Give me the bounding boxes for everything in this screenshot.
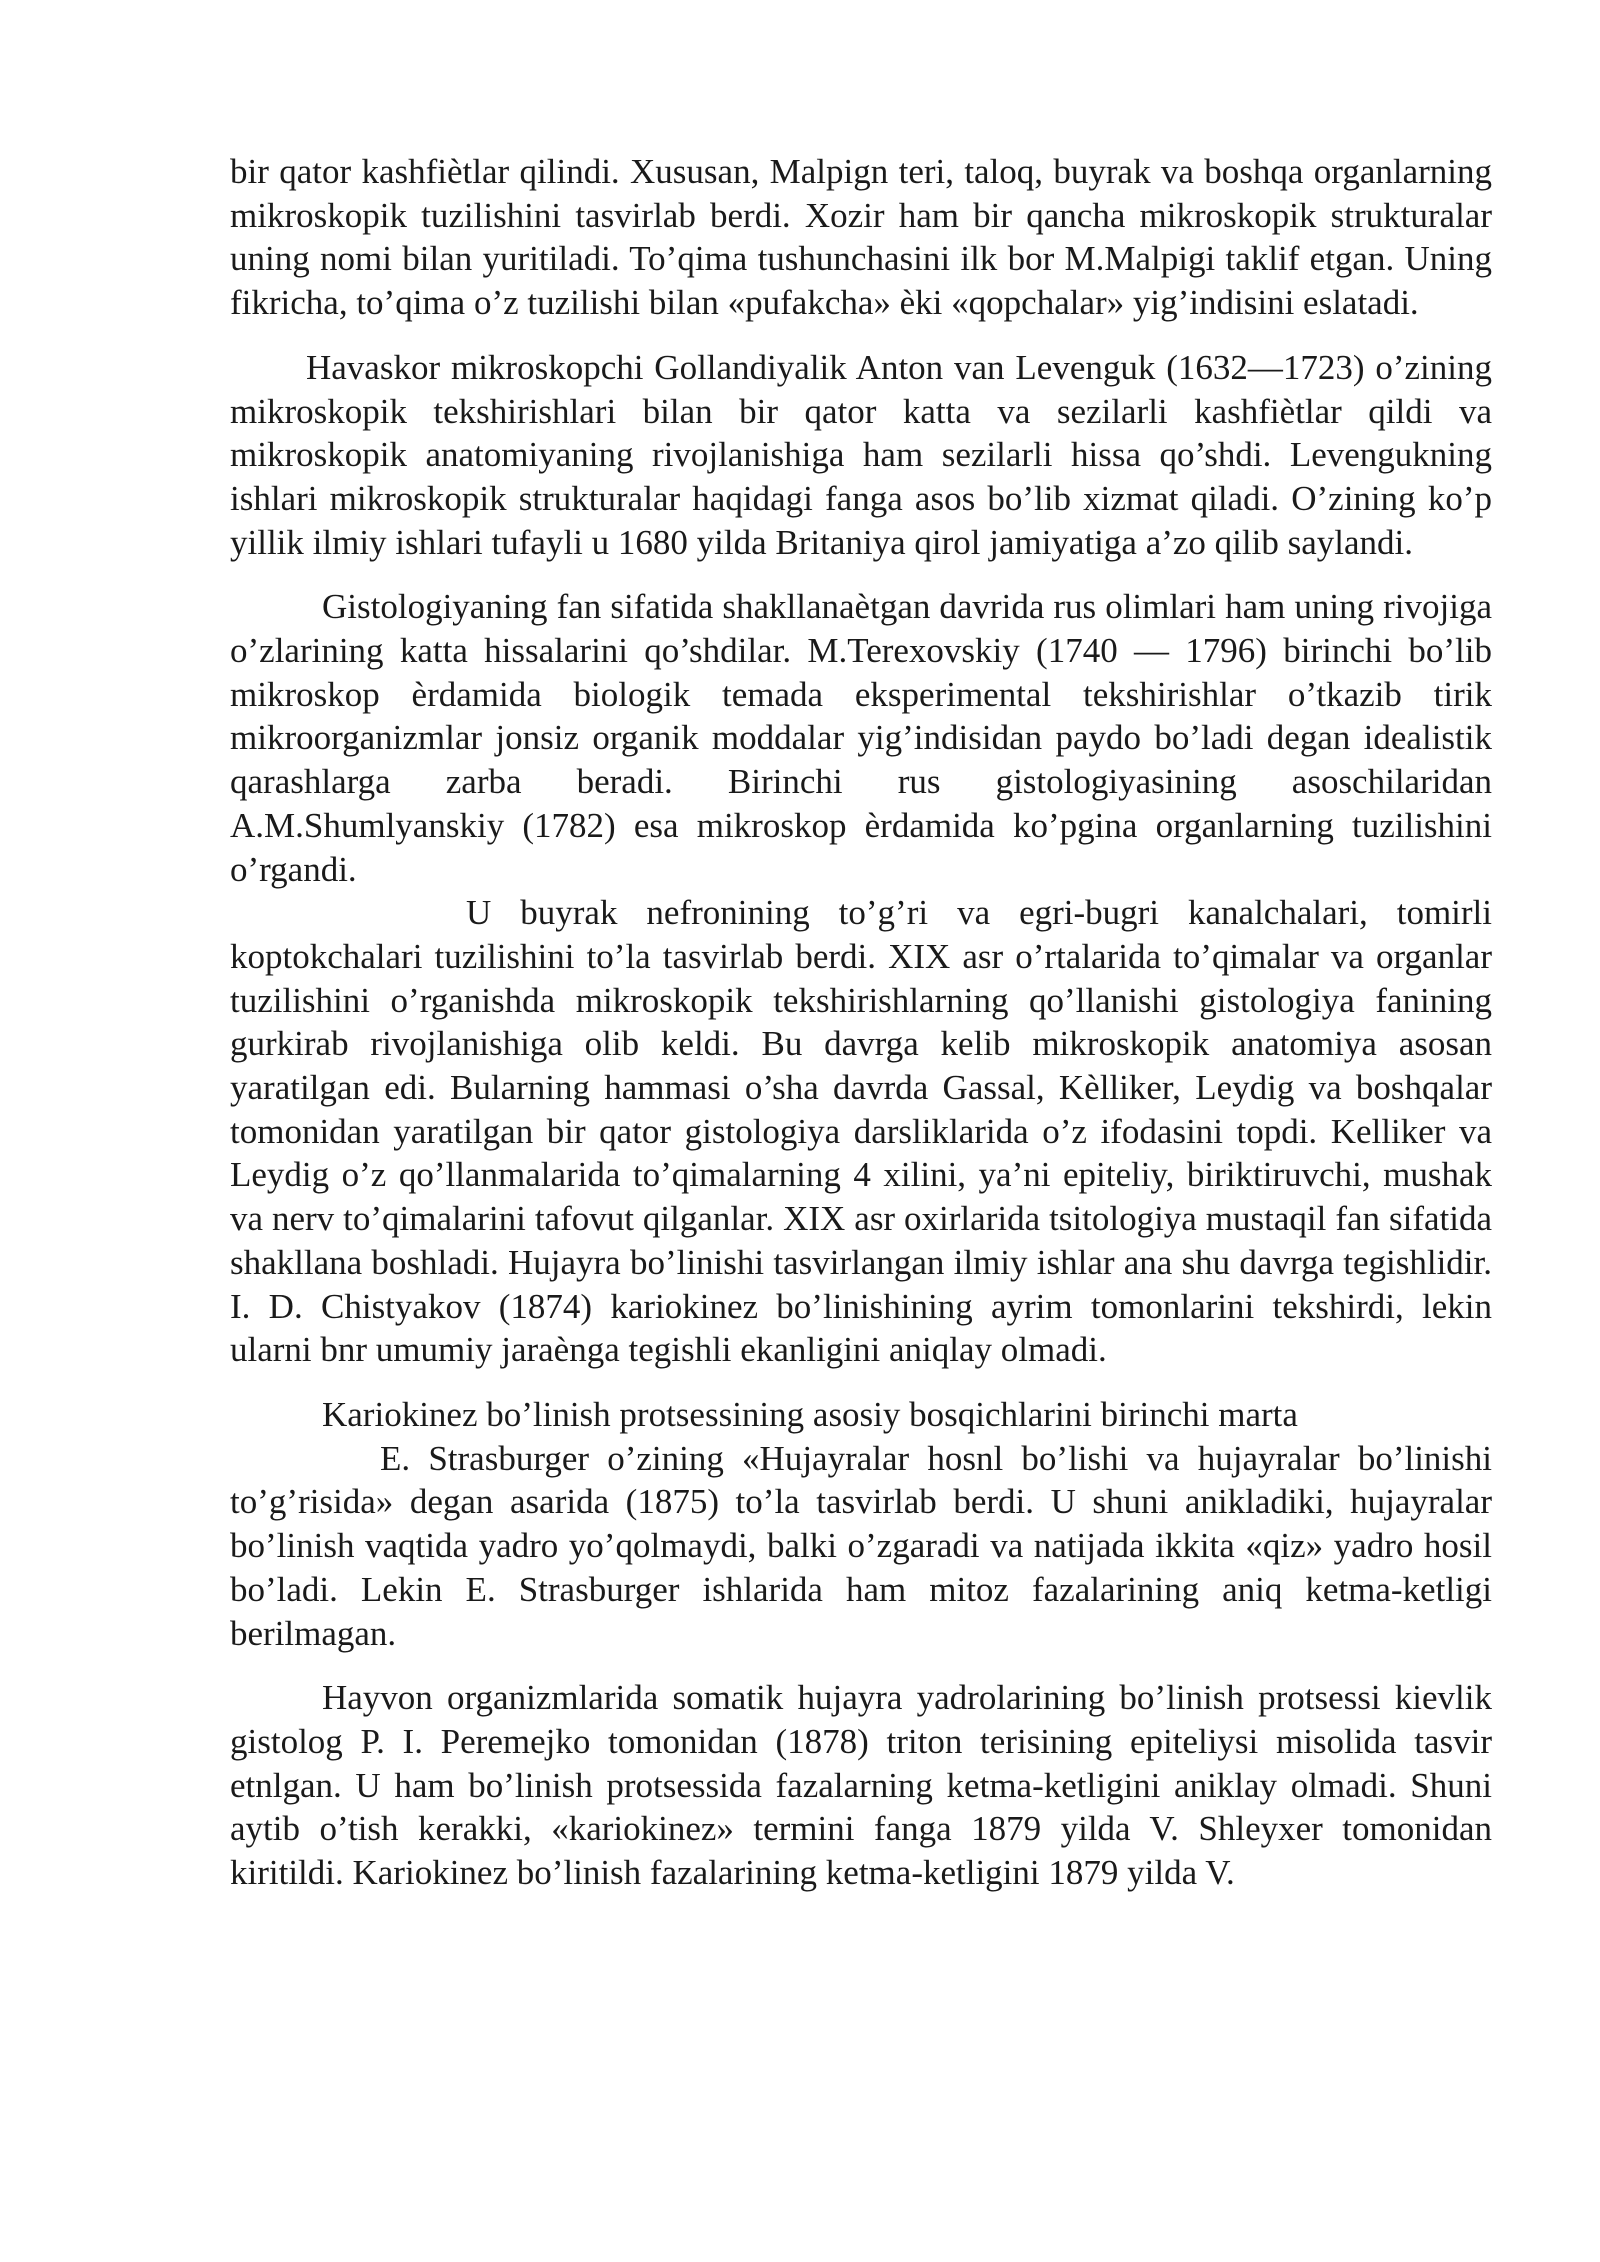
paragraph-4: U buyrak nefronining to’g’ri va egri-bugri kanalchalari, tomirli koptokchalari tuzilishini to’la tasvirlab berdi. XIX asr o’rtalarida to’qimalar va organlar tuzilishini o’rganishda mikroskopik tekshirishlarning qo’llanishi gistologiya fanining gurkirab rivojlanishiga olib keldi. Bu davrga kelib mikroskopik anatomiya asosan yaratilgan edi. Bularning hammasi o’sha davrda Gassal, Kèlliker, Leydig va boshqalar tomonidan yaratilgan bir qator gistologiya darsliklarida o’z ifodasini topdi. Kelliker va Leydig o’z qo’llanmalarida to’qimalarning 4 xilini, ya’ni epiteliy, biriktiruvchi, mushak va nerv to’qimalarini tafovut qilganlar. XIX asr oxirlarida tsitologiya mustaqil fan sifatida shakllana boshladi. Hujayra bo’linishi tasvirlangan ilmiy ishlar ana shu davrga tegishlidir. I. D. Chistyakov (1874) kariokinez bo’linishining ayrim tomonlarini tekshirdi, lekin ularni bnr umumiy jaraènga tegishli ekanligini aniqlay olmadi. [230,893,1492,1370]
paragraph-5-lead: Kariokinez bo’linish protsessining asosiy bosqichlarini birinchi marta [322,1394,1298,1434]
paragraph-5 [230,1393,1492,1655]
paragraph-3: Gistologiyaning fan sifatida shakllanaètgan davrida rus olimlari ham uning rivojiga o’zlarining katta hissalarini qo’shdilar. M.Terexovskiy (1740 — 1796) birinchi bo’lib mikroskop èrdamida biologik temada eksperimental tekshirishlar o’tkazib tirik mikroorganizmlar jonsiz organik moddalar yig’indisidan paydo bo’ladi degan idealistik qarashlarga zarba beradi. Birinchi rus gistologiyasining asoschilaridan A.M.Shumlyanskiy (1782) esa mikroskop èrdamida ko’pgina organlarning tuzilishini o’rgandi. [230,587,1492,889]
paragraph-2: Havaskor mikroskopchi Gollandiyalik Anton van Levenguk (1632—1723) o’zining mikroskopik tekshirishlari bilan bir qator katta va sezilarli kashfiètlar qildi va mikroskopik anatomiyaning rivojlanishiga ham sezilarli hissa qo’shdi. Levengukning ishlari mikroskopik strukturalar haqidagi fanga asos bo’lib xizmat qiladi. O’zining ko’p yillik ilmiy ishlari tufayli u 1680 yilda Britaniya qirol jamiyatiga a’zo qilib saylandi. [230,347,1492,562]
paragraph-6: Hayvon organizmlarida somatik hujayra yadrolarining bo’linish protsessi kievlik gistolog P. I. Peremejko tomonidan (1878) triton terisining epiteliysi misolida tasvir etnlgan. U ham bo’linish protsessida fazalarning ketma-ketligini aniklay olmadi. Shuni aytib o’tish kerakki, «kariokinez» termini fanga 1879 yilda V. Shleyxer tomonidan kiritildi. Kariokinez bo’linish fazalarining ketma-ketligini 1879 yilda V. [230,1678,1492,1893]
paragraph-1: bir qator kashfiètlar qilindi. Xususan, Malpign teri, taloq, buyrak va boshqa organlarning mikroskopik tuzilishini tasvirlab berdi. Xozir ham bir qancha mikroskopik strukturalar uning nomi bilan yuritiladi. To’qima tushunchasini ilk bor M.Malpigi taklif etgan. Uning fikricha, to’qima o’z tuzilishi bilan «pufakcha» èki «qopchalar» yig’indisini eslatadi. [230,152,1492,323]
document-page [230,150,1492,1916]
paragraph-5-body: E. Strasburger o’zining «Hujayralar hosnl bo’lishi va hujayralar bo’linishi to’g’risida» degan asarida (1875) to’la tasvirlab berdi. U shuni anikladiki, hujayralar bo’linish vaqtida yadro yo’qolmaydi, balki o’zgaradi va natijada ikkita «qiz» yadro hosil bo’ladi. Lekin E. Strasburger ishlarida ham mitoz fazalarining aniq ketma-ketligi berilmagan. [230,1438,1492,1653]
